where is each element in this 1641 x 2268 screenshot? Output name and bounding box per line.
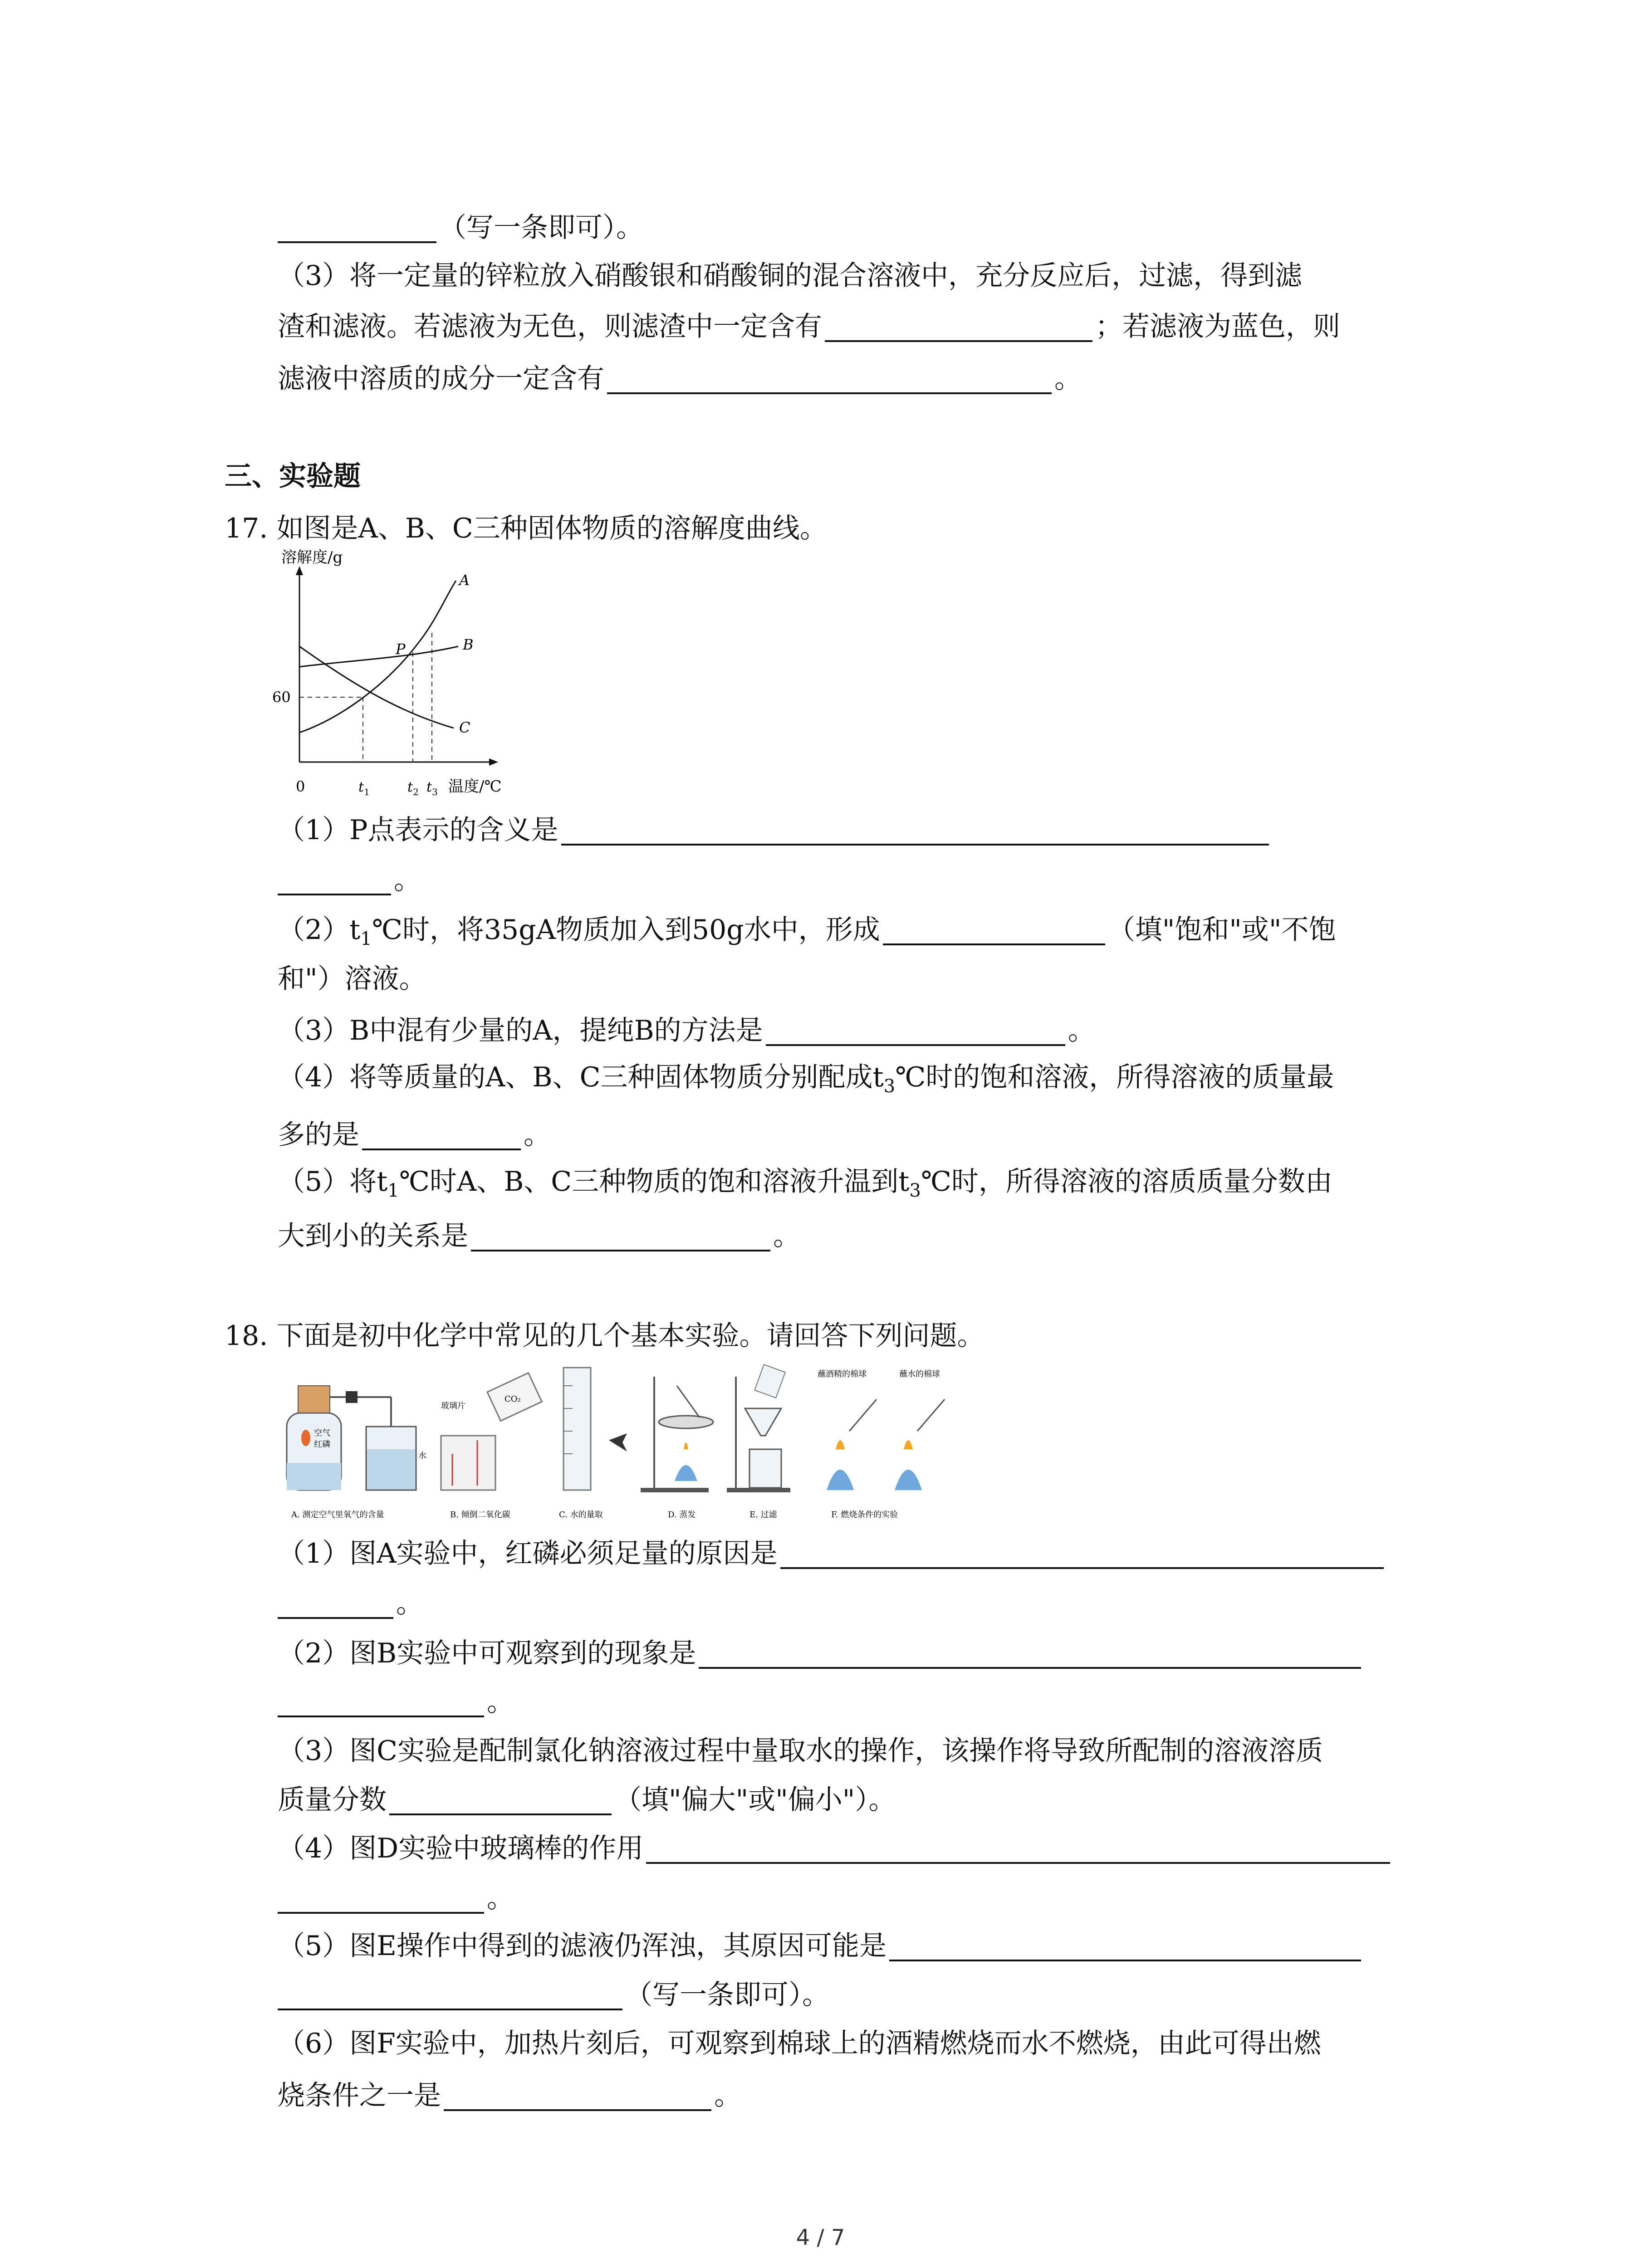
answer-blank[interactable]: [278, 1885, 484, 1914]
svg-text:红磷: 红磷: [314, 1440, 330, 1449]
prev-line1: （写一条即可）。: [278, 210, 643, 246]
answer-blank[interactable]: [278, 214, 436, 243]
figure-a: [287, 1386, 426, 1490]
q18-part4: （4）图D实验中玻璃棒的作用: [278, 1830, 1393, 1867]
q17-part4: （4）将等质量的A、B、C三种固体物质分别配成$t_3℃$时的饱和溶液，所得溶液的质量最: [278, 1061, 1334, 1097]
q18-part2: （2）图B实验中可观察到的现象是: [278, 1635, 1364, 1672]
curve-label-c: C: [459, 719, 470, 736]
answer-blank[interactable]: [444, 2082, 711, 2111]
svg-text:蘸水的棉球: 蘸水的棉球: [899, 1369, 940, 1379]
q17-stem: 17. 如图是A、B、C三种固体物质的溶解度曲线。: [225, 513, 827, 544]
q18-part6-cont: 烧条件之一是 。: [278, 2080, 741, 2112]
caption-d: D. 蒸发: [668, 1510, 696, 1520]
figure-c: [563, 1368, 627, 1490]
answer-blank[interactable]: [278, 866, 391, 895]
answer-blank[interactable]: [883, 916, 1105, 945]
answer-blank[interactable]: [278, 1688, 484, 1717]
caption-b: B. 倾倒二氧化碳: [450, 1510, 510, 1520]
prev-q3-line2: 渣和滤液。若滤液为无色，则滤渣中一定含有 ；若滤液为蓝色，则: [278, 311, 1340, 342]
answer-blank[interactable]: [825, 313, 1092, 342]
svg-text:CO₂: CO₂: [505, 1394, 521, 1404]
figure-b: [441, 1373, 542, 1490]
q17-part1: （1）P点表示的含义是: [278, 812, 1272, 848]
curve-label-a: A: [459, 572, 470, 589]
answer-blank[interactable]: [389, 1786, 612, 1815]
page-number: 4 / 7: [796, 2225, 845, 2250]
answer-blank[interactable]: [766, 1017, 1065, 1046]
curve-a: [299, 581, 456, 733]
curve-label-b: B: [463, 636, 474, 653]
answer-blank[interactable]: [646, 1835, 1390, 1864]
q17-part2: $(2)t_1℃$时，将35gA物质加入到50g水中，形成 （填"饱和"或"不饱: [278, 914, 1336, 949]
q18-part3: （3）图C实验是配制氯化钠溶液过程中量取水的操作，该操作将导致所配制的溶液溶质: [278, 1735, 1323, 1767]
answer-blank[interactable]: [278, 1981, 622, 2010]
answer-blank[interactable]: [607, 365, 1052, 394]
q18-stem: 18. 下面是初中化学中常见的几个基本实验。请回答下列问题。: [225, 1320, 985, 1352]
y-axis-label: 溶解度/g: [281, 549, 343, 567]
q18-part5: （5）图E操作中得到的滤液仍浑浊，其原因可能是: [278, 1928, 1364, 1964]
q17-part2-cont: 和"）溶液。: [278, 963, 426, 995]
svg-text:水: 水: [418, 1451, 426, 1461]
caption-a: A. 测定空气里氧气的含量: [291, 1510, 384, 1520]
svg-text:空气: 空气: [314, 1428, 330, 1438]
q17-part3: （3）B中混有少量的A，提纯B的方法是 。: [278, 1015, 1095, 1046]
q18-part2-cont: 。: [278, 1684, 514, 1720]
answer-blank[interactable]: [278, 1590, 393, 1619]
caption-f: F. 燃烧条件的实验: [831, 1510, 898, 1520]
svg-text:玻璃片: 玻璃片: [441, 1401, 465, 1411]
point-label-p: P: [396, 640, 406, 658]
q18-part3-cont: 质量分数 （填"偏大"或"偏小"）。: [278, 1784, 896, 1816]
figure-d: [641, 1377, 713, 1492]
prev-q3-line3: 滤液中溶质的成分一定含有 。: [278, 363, 1082, 395]
caption-e: E. 过滤: [749, 1510, 777, 1520]
caption-c: C. 水的量取: [559, 1510, 603, 1520]
q17-part4-cont: 多的是 。: [278, 1119, 551, 1151]
curve-b: [299, 646, 458, 667]
svg-text:蘸酒精的棉球: 蘸酒精的棉球: [818, 1369, 867, 1379]
q18-part5-cont: （写一条即可）。: [278, 1977, 829, 2013]
solubility-chart: [263, 549, 517, 807]
q17-part5-cont: 大到小的关系是 。: [278, 1220, 800, 1252]
q18-part1-cont: 。: [278, 1585, 423, 1622]
answer-blank[interactable]: [561, 816, 1269, 846]
y-axis-arrow-icon: [296, 566, 303, 575]
x-axis-label: 温度/℃: [448, 777, 502, 796]
section-title: 三、实验题: [225, 460, 361, 492]
figure-f: [818, 1369, 945, 1490]
q18-part1: （1）图A实验中，红磷必须足量的原因是: [278, 1535, 1386, 1572]
q18-part4-cont: 。: [278, 1880, 514, 1916]
prev-q3-line1: （3）将一定量的锌粒放入硝酸银和硝酸铜的混合溶液中，充分反应后，过滤，得到滤: [278, 260, 1303, 292]
q17-part5: （5）将$t_1℃$时A、B、C三种物质的饱和溶液升温到$t_3℃$时，所得溶液的溶质质量分数由: [278, 1166, 1332, 1201]
answer-blank[interactable]: [699, 1640, 1361, 1669]
q18-part6: （6）图F实验中，加热片刻后，可观察到棉球上的酒精燃烧而水不燃烧，由此可得出燃: [278, 2028, 1321, 2059]
q17-part1-cont: 。: [278, 862, 421, 898]
answer-blank[interactable]: [780, 1540, 1384, 1569]
answer-blank[interactable]: [889, 1932, 1361, 1961]
figure-e: [727, 1364, 790, 1492]
x-tick-t3: $t_3$: [426, 779, 438, 797]
x-tick-t2: $t_2$: [407, 779, 419, 797]
origin-label: 0: [296, 778, 305, 795]
y-tick-60: 60: [272, 689, 291, 706]
x-tick-t1: $t_1$: [358, 779, 370, 797]
x-axis-arrow-icon: [489, 758, 498, 766]
experiment-figures: [278, 1359, 976, 1526]
answer-blank[interactable]: [362, 1121, 521, 1150]
answer-blank[interactable]: [471, 1222, 770, 1251]
